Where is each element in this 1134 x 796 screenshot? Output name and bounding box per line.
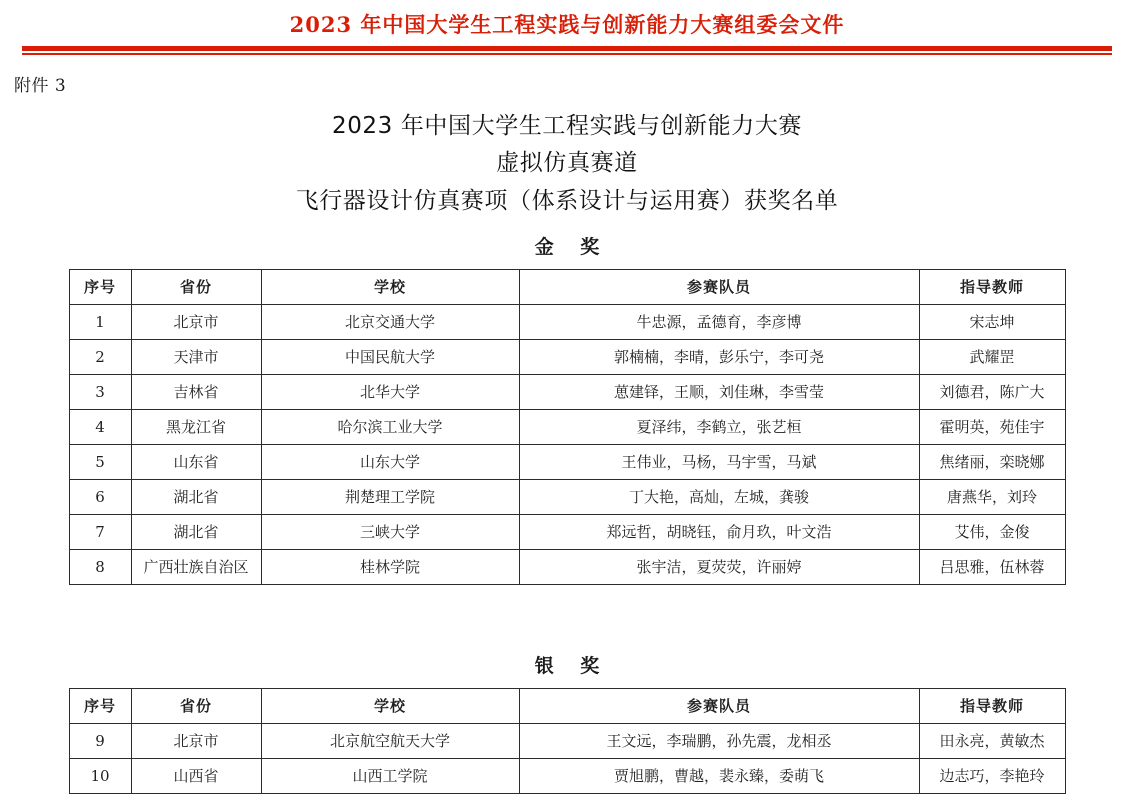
cell-coach: 艾伟，金俊 <box>919 514 1065 549</box>
cell-province: 山东省 <box>131 444 261 479</box>
cell-school: 中国民航大学 <box>261 339 519 374</box>
cell-index: 3 <box>69 374 131 409</box>
cell-index: 1 <box>69 304 131 339</box>
cell-team: 郑远哲，胡晓钰，俞月玖，叶文浩 <box>519 514 919 549</box>
masthead-title: 2023 年中国大学生工程实践与创新能力大赛组委会文件 <box>289 12 845 37</box>
cell-team: 牛忠源，孟德育，李彦博 <box>519 304 919 339</box>
document-masthead <box>0 0 1134 37</box>
cell-index: 5 <box>69 444 131 479</box>
column-header-team: 参赛队员 <box>519 688 919 723</box>
cell-province: 湖北省 <box>131 514 261 549</box>
cell-coach: 霍明英，苑佳宇 <box>919 409 1065 444</box>
cell-province: 吉林省 <box>131 374 261 409</box>
masthead-red-rule <box>22 46 1112 55</box>
table-header-row <box>69 688 1065 723</box>
cell-coach: 宋志坤 <box>919 304 1065 339</box>
cell-index: 9 <box>69 723 131 758</box>
cell-coach: 吕思雅，伍林蓉 <box>919 549 1065 584</box>
table-row <box>69 374 1065 409</box>
cell-coach: 田永亮，黄敏杰 <box>919 723 1065 758</box>
award-table-gold <box>69 269 1066 585</box>
table-row <box>69 444 1065 479</box>
cell-province: 北京市 <box>131 304 261 339</box>
award-heading-silver: 银 奖 <box>534 654 610 677</box>
table-row <box>69 479 1065 514</box>
cell-index: 8 <box>69 549 131 584</box>
cell-index: 4 <box>69 409 131 444</box>
table-row <box>69 339 1065 374</box>
cell-coach: 刘德君，陈广大 <box>919 374 1065 409</box>
cell-team: 张宇洁，夏荧荧，许丽婷 <box>519 549 919 584</box>
cell-school: 北京航空航天大学 <box>261 723 519 758</box>
award-heading-gold: 金 奖 <box>534 235 610 258</box>
table-row <box>69 514 1065 549</box>
table-row <box>69 304 1065 339</box>
cell-team: 丁大艳，高灿，左城，龚骏 <box>519 479 919 514</box>
cell-index: 2 <box>69 339 131 374</box>
cell-school: 三峡大学 <box>261 514 519 549</box>
cell-team: 郭楠楠，李晴，彭乐宁，李可尧 <box>519 339 919 374</box>
cell-school: 山西工学院 <box>261 758 519 793</box>
column-header-coach: 指导教师 <box>919 269 1065 304</box>
cell-index: 6 <box>69 479 131 514</box>
cell-team: 贾旭鹏，曹越，裴永臻，委萌飞 <box>519 758 919 793</box>
cell-coach: 边志巧，李艳玲 <box>919 758 1065 793</box>
table-row <box>69 409 1065 444</box>
column-header-coach: 指导教师 <box>919 688 1065 723</box>
table-header-row <box>69 269 1065 304</box>
cell-province: 山西省 <box>131 758 261 793</box>
cell-province: 天津市 <box>131 339 261 374</box>
cell-school: 荆楚理工学院 <box>261 479 519 514</box>
cell-index: 10 <box>69 758 131 793</box>
cell-province: 黑龙江省 <box>131 409 261 444</box>
cell-team: 葸建铎，王顺，刘佳琳，李雪莹 <box>519 374 919 409</box>
table-row <box>69 758 1065 793</box>
cell-index: 7 <box>69 514 131 549</box>
cell-school: 山东大学 <box>261 444 519 479</box>
cell-team: 王文远，李瑞鹏，孙先震，龙相丞 <box>519 723 919 758</box>
page-title-line-3: 飞行器设计仿真赛项（体系设计与运用赛）获奖名单 <box>295 187 839 214</box>
cell-school: 桂林学院 <box>261 549 519 584</box>
column-header-province: 省份 <box>131 688 261 723</box>
cell-team: 夏泽纬，李鹤立，张艺桓 <box>519 409 919 444</box>
document-title-block <box>0 108 1134 220</box>
attachment-label: 附件 3 <box>14 76 67 97</box>
cell-coach: 武耀罡 <box>919 339 1065 374</box>
column-header-school: 学校 <box>261 269 519 304</box>
page-title-line-1: 2023 年中国大学生工程实践与创新能力大赛 <box>331 113 803 140</box>
award-table-silver <box>69 688 1066 794</box>
cell-coach: 焦绪丽，栾晓娜 <box>919 444 1065 479</box>
column-header-team: 参赛队员 <box>519 269 919 304</box>
cell-province: 湖北省 <box>131 479 261 514</box>
cell-school: 北华大学 <box>261 374 519 409</box>
column-header-index: 序号 <box>69 269 131 304</box>
table-row <box>69 723 1065 758</box>
cell-province: 广西壮族自治区 <box>131 549 261 584</box>
table-row <box>69 549 1065 584</box>
column-header-province: 省份 <box>131 269 261 304</box>
cell-coach: 唐燕华，刘玲 <box>919 479 1065 514</box>
red-rule-thin <box>22 53 1112 55</box>
cell-province: 北京市 <box>131 723 261 758</box>
column-header-school: 学校 <box>261 688 519 723</box>
cell-team: 王伟业，马杨，马宇雪，马斌 <box>519 444 919 479</box>
section-spacer <box>0 585 1134 639</box>
cell-school: 北京交通大学 <box>261 304 519 339</box>
cell-school: 哈尔滨工业大学 <box>261 409 519 444</box>
page-title-line-2: 虚拟仿真赛道 <box>496 150 638 177</box>
column-header-index: 序号 <box>69 688 131 723</box>
